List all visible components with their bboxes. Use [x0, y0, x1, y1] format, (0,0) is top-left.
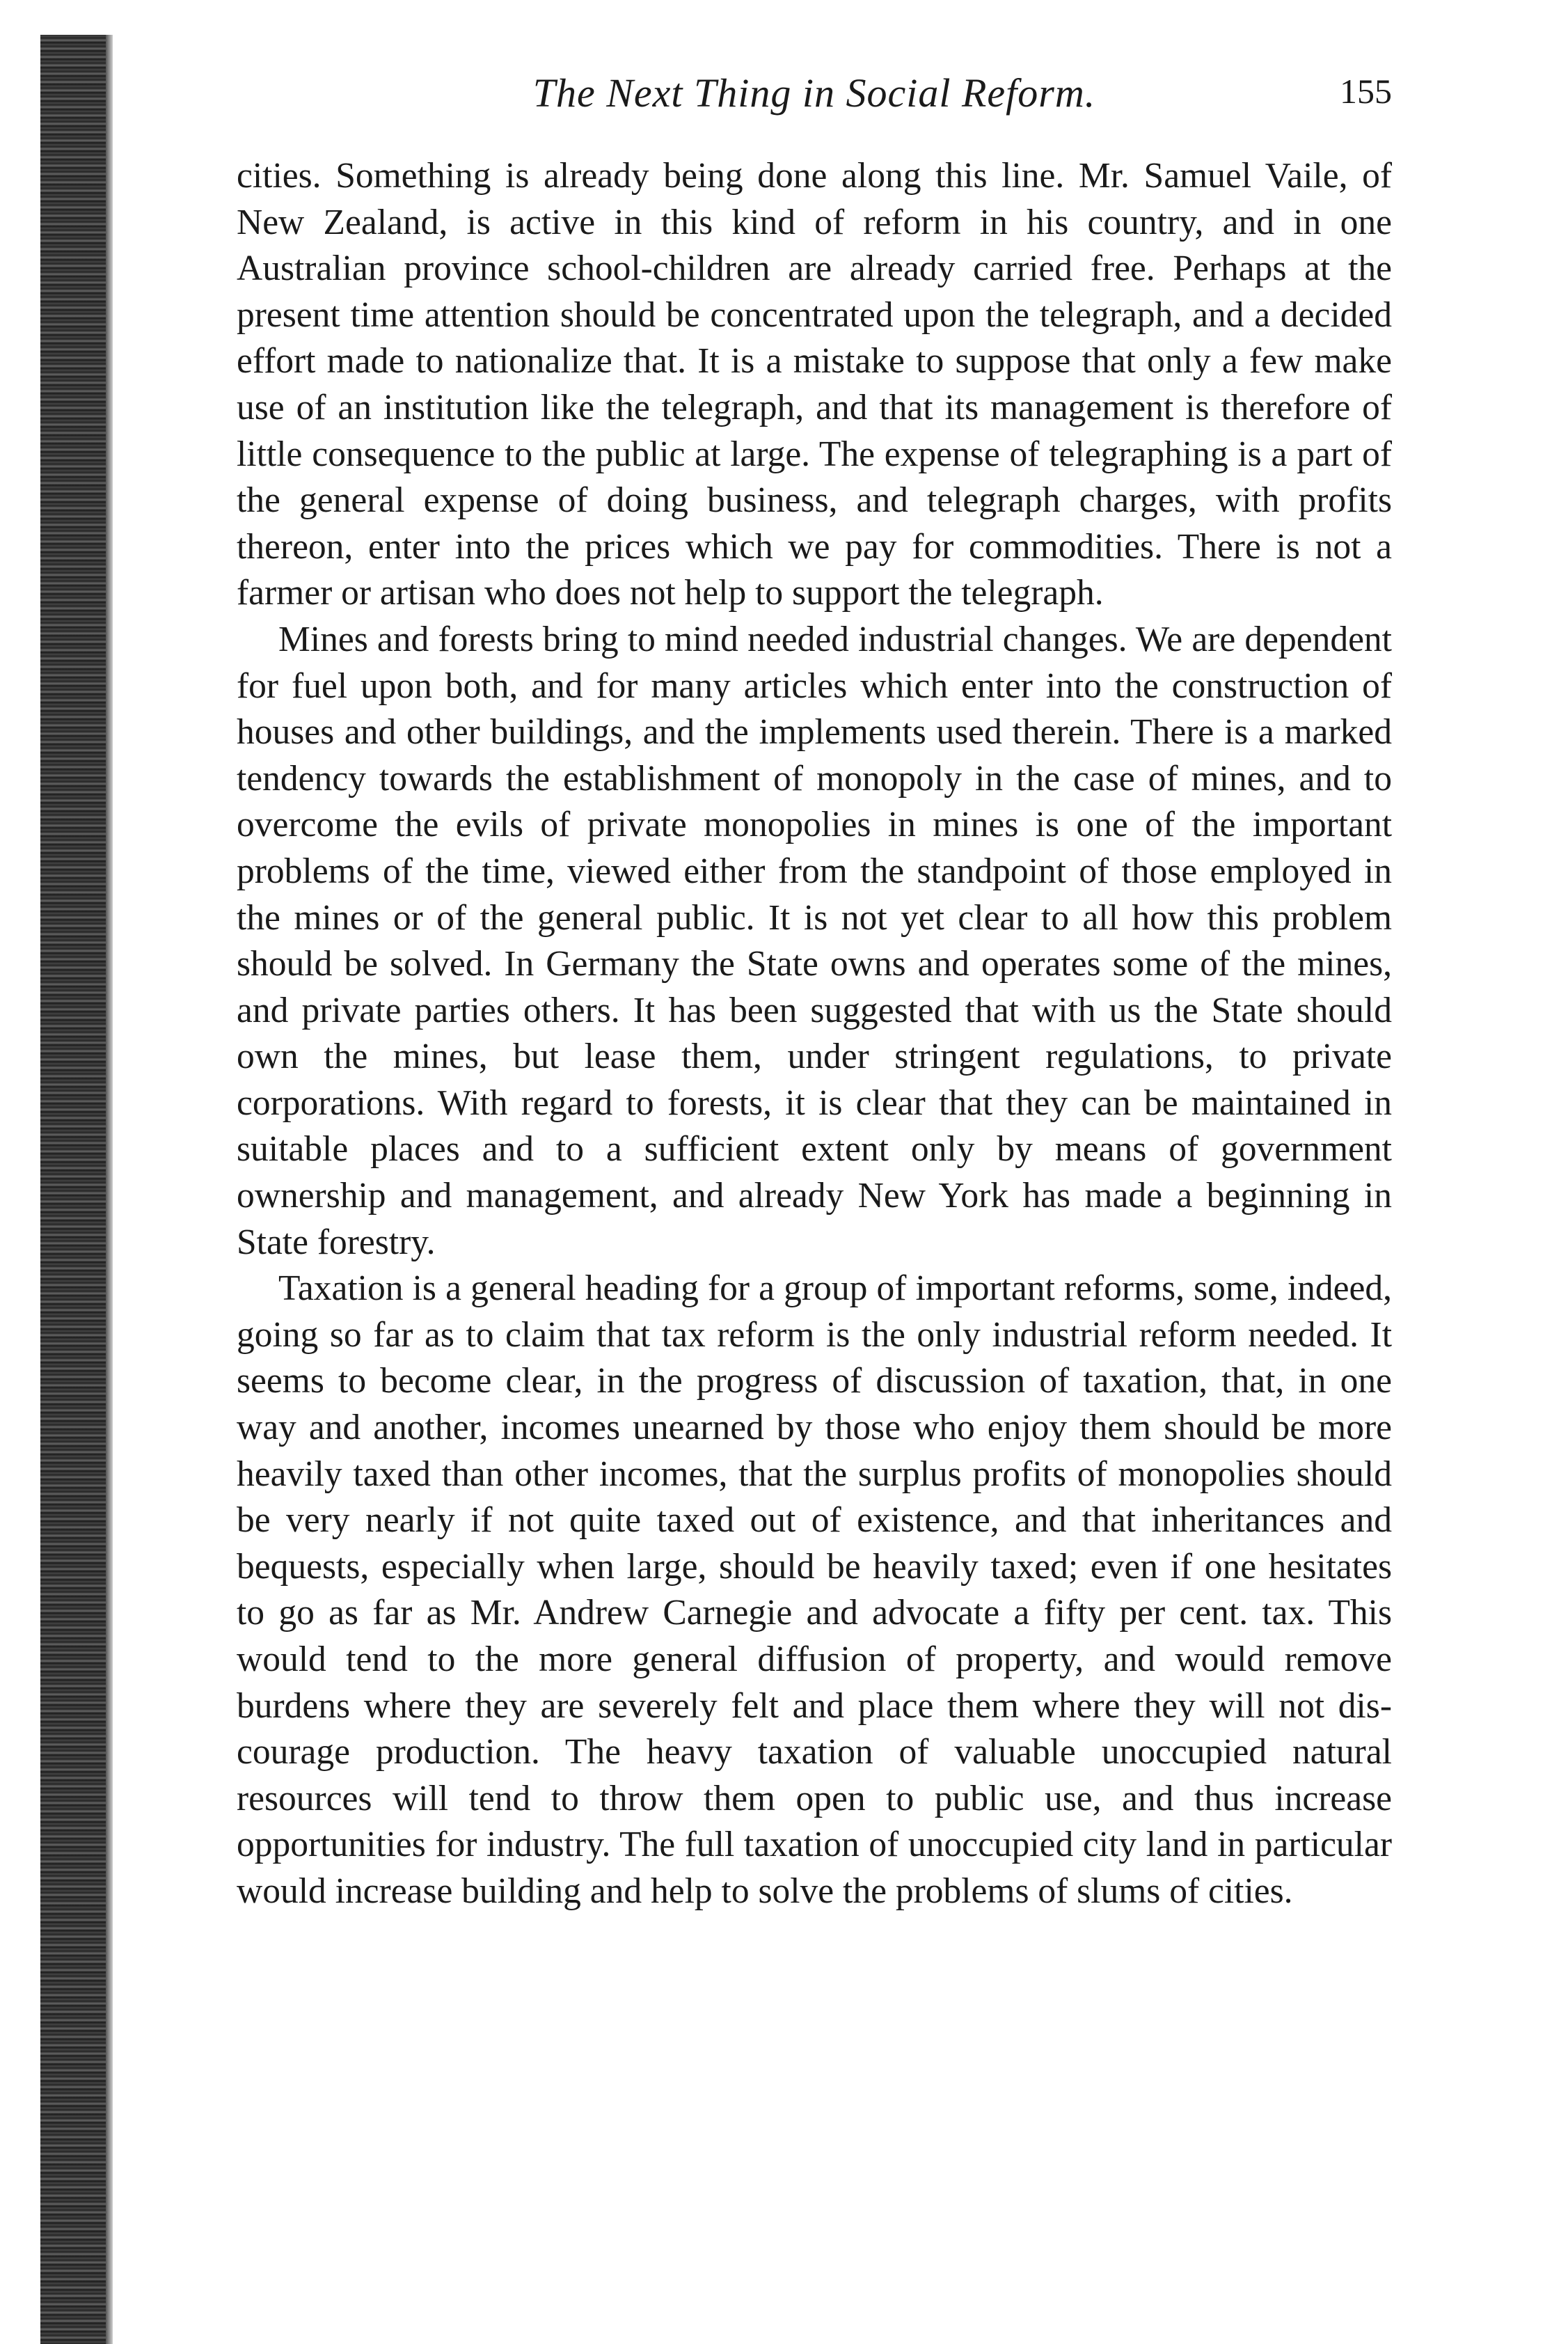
paragraph-taxation: Taxation is a general heading for a group of important reforms, some, indeed, going so far as to claim that tax reform is the only industrial reform needed. It seems to become clear, in the progress of discussion of taxation, that, in one way and another, incomes unearned by those who enjoy them should be more heavily taxed than other incomes, that the surplus profits of monopolies should be very nearly if not quite taxed out of existence, and that inheritances and bequests, especially when large, should be heavily taxed; even if one hesitates to go as far as Mr. Andrew Carnegie and advocate a fifty per cent. tax. This would tend to the more general diffusion of property, and would remove burdens where they are severely felt and place them where they will not discourage production. The heavy taxation of valuable unoccupied natural resources will tend to throw them open to public use, and thus increase opportunities for industry. The full taxation of unoccupied city land in particular would increase building and help to solve the problems of slums of cities.	[237, 1268, 1392, 1911]
paragraph-mines-and-forests: Mines and forests bring to mind needed industrial changes. We are dependent for fuel upon both, and for many articles which enter into the construction of houses and other buildings, and the implements used therein. There is a marked tendency towards the establishment of monopoly in the case of mines, and to overcome the evils of private monopolies in mines is one of the important problems of the time, viewed either from the standpoint of those employed in the mines or of the general public. It is not yet clear to all how this problem should be solved. In Germany the State owns and operates some of the mines, and private parties others. It has been suggested that with us the State should own the mines, but lease them, under stringent regulations, to private corporations. With regard to forests, it is clear that they can be maintained in suitable places and to a sufficient extent only by means of government ownership and management, and already New York has made a beginning in State forestry.	[237, 619, 1392, 1262]
book-page	[237, 63, 1392, 1915]
body-text	[237, 153, 1392, 1915]
book-binding-edge	[40, 35, 109, 2344]
running-title: The Next Thing in Social Reform.	[532, 70, 1096, 116]
paragraph-continued: cities. Something is already being done along this line. Mr. Samuel Vaile, of New Zealand, is active in this kind of reform in his country, and in one Australian province school-children are already carried free. Perhaps at the present time attention should be concentrated upon the telegraph, and a decided effort made to nationalize that. It is a mistake to suppose that only a few make use of an institution like the telegraph, and that its management is therefore of little consequence to the public at large. The expense of telegraphing is a part of the general expense of doing business, and telegraph charges, with profits thereon, enter into the prices which we pay for commodities. There is not a farmer or artisan who does not help to support the telegraph.	[237, 156, 1392, 613]
page-number: 155	[1340, 72, 1392, 111]
running-head	[237, 63, 1392, 125]
